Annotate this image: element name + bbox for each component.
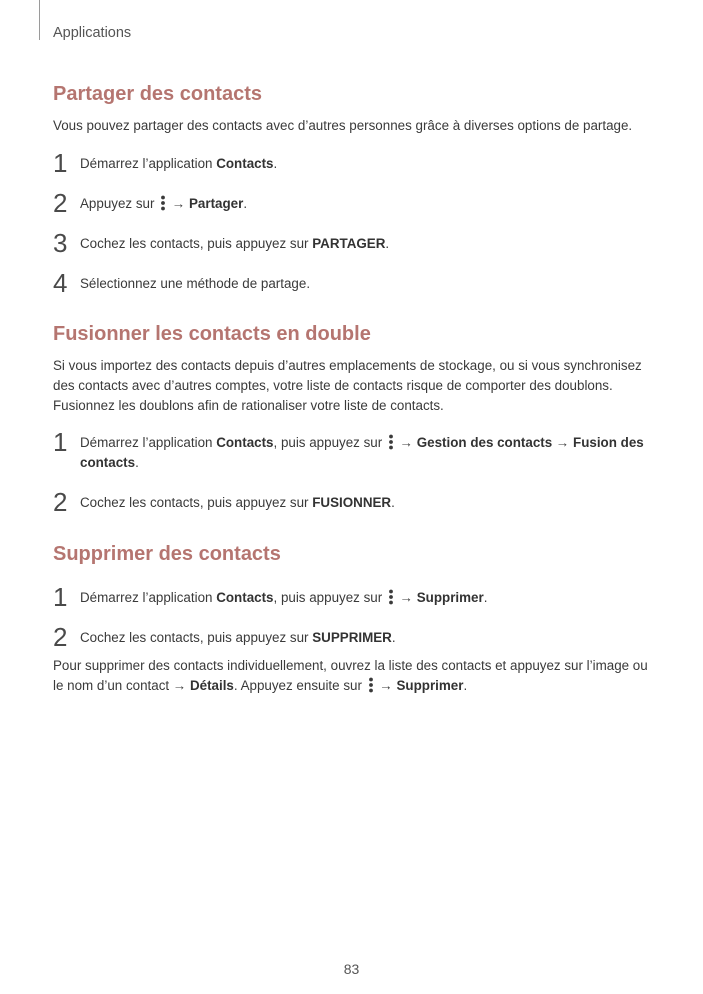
section-title-fusionner: Fusionner les contacts en double [53,323,371,345]
step-number: 2 [53,622,68,652]
step-text: Sélectionnez une méthode de partage. [80,276,311,291]
step-text: Démarrez l’application Contacts. [80,156,278,171]
step-text: Cochez les contacts, puis appuyez sur SUPPRIMER. [80,630,396,645]
section-intro-fusionner: Si vous importez des contacts depuis d’autres emplacements de stockage, ou si vous synchronisez des contacts avec d’autres comptes, votre liste de contacts risque de comporter des doublons. Fusionnez les doublons afin de rationaliser votre liste de contacts. [53,358,642,413]
step-text: Démarrez l’application Contacts, puis appuyez sur → Gestion des contacts → Fusion des contacts. [80,435,644,470]
step-text: Appuyez sur → Partager. [80,196,248,211]
page-number: 83 [343,961,360,977]
more-options-icon [388,589,394,605]
running-header: Applications [53,25,132,41]
step-number: 4 [53,268,68,298]
step-number: 1 [53,148,68,178]
step-text: Démarrez l’application Contacts, puis appuyez sur → Supprimer. [80,590,488,605]
step-number: 3 [53,228,68,258]
more-options-icon [388,434,394,450]
step-number: 2 [53,487,68,517]
more-options-icon [160,195,166,211]
step-number: 1 [53,582,68,612]
section-title-partager: Partager des contacts [53,83,262,105]
step-text: Cochez les contacts, puis appuyez sur FUSIONNER. [80,495,395,510]
section-title-supprimer: Supprimer des contacts [53,543,281,565]
step-number: 2 [53,188,68,218]
section-outro-supprimer: Pour supprimer des contacts individuellement, ouvrez la liste des contacts et appuyez sur l’image ou le nom d’un contact → Détails. Appuyez ensuite sur → Supprimer. [53,658,648,693]
header-rule [39,0,40,40]
section-intro-partager: Vous pouvez partager des contacts avec d’autres personnes grâce à diverses options de partage. [53,118,633,133]
more-options-icon [368,677,374,693]
step-number: 1 [53,427,68,457]
step-text: Cochez les contacts, puis appuyez sur PARTAGER. [80,236,390,251]
